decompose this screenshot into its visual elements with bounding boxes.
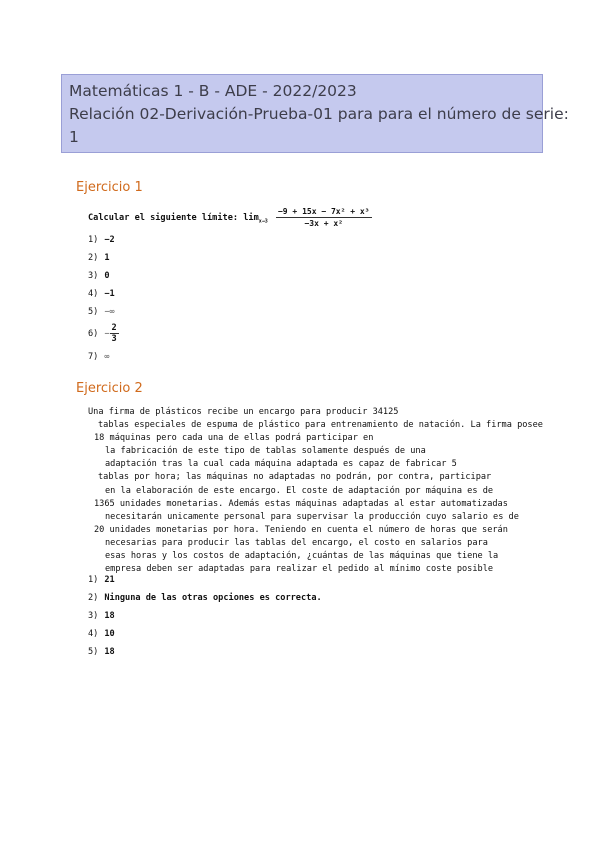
limit-subscript: x→3 bbox=[258, 218, 268, 225]
limit-denominator: −3x + x² bbox=[304, 219, 343, 228]
fraction-option: $\frac{2}{3}$ bbox=[111, 323, 117, 344]
exercise-1-option-2[interactable]: 2) 1 bbox=[88, 253, 110, 263]
header-serial-number: 1 bbox=[69, 128, 79, 146]
document-header bbox=[61, 74, 569, 153]
exercise-1-title: Ejercicio 1 bbox=[76, 180, 143, 195]
exercise-2-title: Ejercicio 2 bbox=[76, 381, 143, 396]
limit-fraction bbox=[276, 207, 372, 228]
exercise-2-option-5[interactable]: 5) 18 bbox=[88, 647, 115, 657]
limit-label: lim bbox=[243, 213, 259, 223]
limit-numerator: −9 + 15x − 7x² + x³ bbox=[277, 207, 370, 216]
exercise-2-option-2[interactable]: 2) Ninguna de las otras opciones es correcta. bbox=[88, 593, 322, 603]
exercise-1-question bbox=[88, 207, 372, 228]
exercise-1-option-1[interactable]: 1) −2 bbox=[88, 235, 115, 245]
exercise-2-option-3[interactable]: 3) 18 bbox=[88, 611, 115, 621]
exercise-1-option-3[interactable]: 3) 0 bbox=[88, 271, 110, 281]
exercise-1-option-6[interactable]: 6) − $\frac{2}{3}$ bbox=[88, 323, 117, 344]
exercise-1-option-7[interactable]: 7) ∞ bbox=[88, 352, 110, 362]
exercise-1-prompt: Calcular el siguiente límite: bbox=[88, 213, 239, 223]
exercise-1-option-4[interactable]: 4) −1 bbox=[88, 289, 115, 299]
exercise-2-statement: Una firma de plásticos recibe un encargo para producir 34125 tablas especiales de espuma de plástico para entrenamiento de natación. La firma posee 18 máquinas pero cada una de ellas podrá participar en la fabricación de este tipo de tablas solamente después de una adaptación tras la cual cada máquina adaptada es capaz de fabricar 5 tablas por hora; las máquinas no adaptadas no podrán, por contra, participar en la elaboración de este encargo. El coste de adaptación por máquina es de 1365 unidades monetarias. Además estas máquinas adaptadas al estar automatizadas necesitarán unicamente personal para supervisar la producción cuyo salario es de 20 unidades monetarias por hora. Teniendo en cuenta el número de horas que serán necesarias para producir las tablas del encargo, el costo en salarios para esas horas y los costos de adaptación, ¿cuántas de las máquinas que tiene la empresa deben ser adaptadas para realizar el pedido al mínimo coste posible bbox=[88, 407, 543, 575]
header-course-title: Matemáticas 1 - B - ADE - 2022/2023 bbox=[69, 82, 357, 100]
exercise-1-option-5[interactable]: 5) −∞ bbox=[88, 307, 115, 317]
exercise-2-option-1[interactable]: 1) 21 bbox=[88, 575, 115, 585]
exercise-2-option-4[interactable]: 4) 10 bbox=[88, 629, 115, 639]
header-relation-title: Relación 02-Derivación-Prueba-01 para para el número de serie: bbox=[69, 105, 569, 123]
